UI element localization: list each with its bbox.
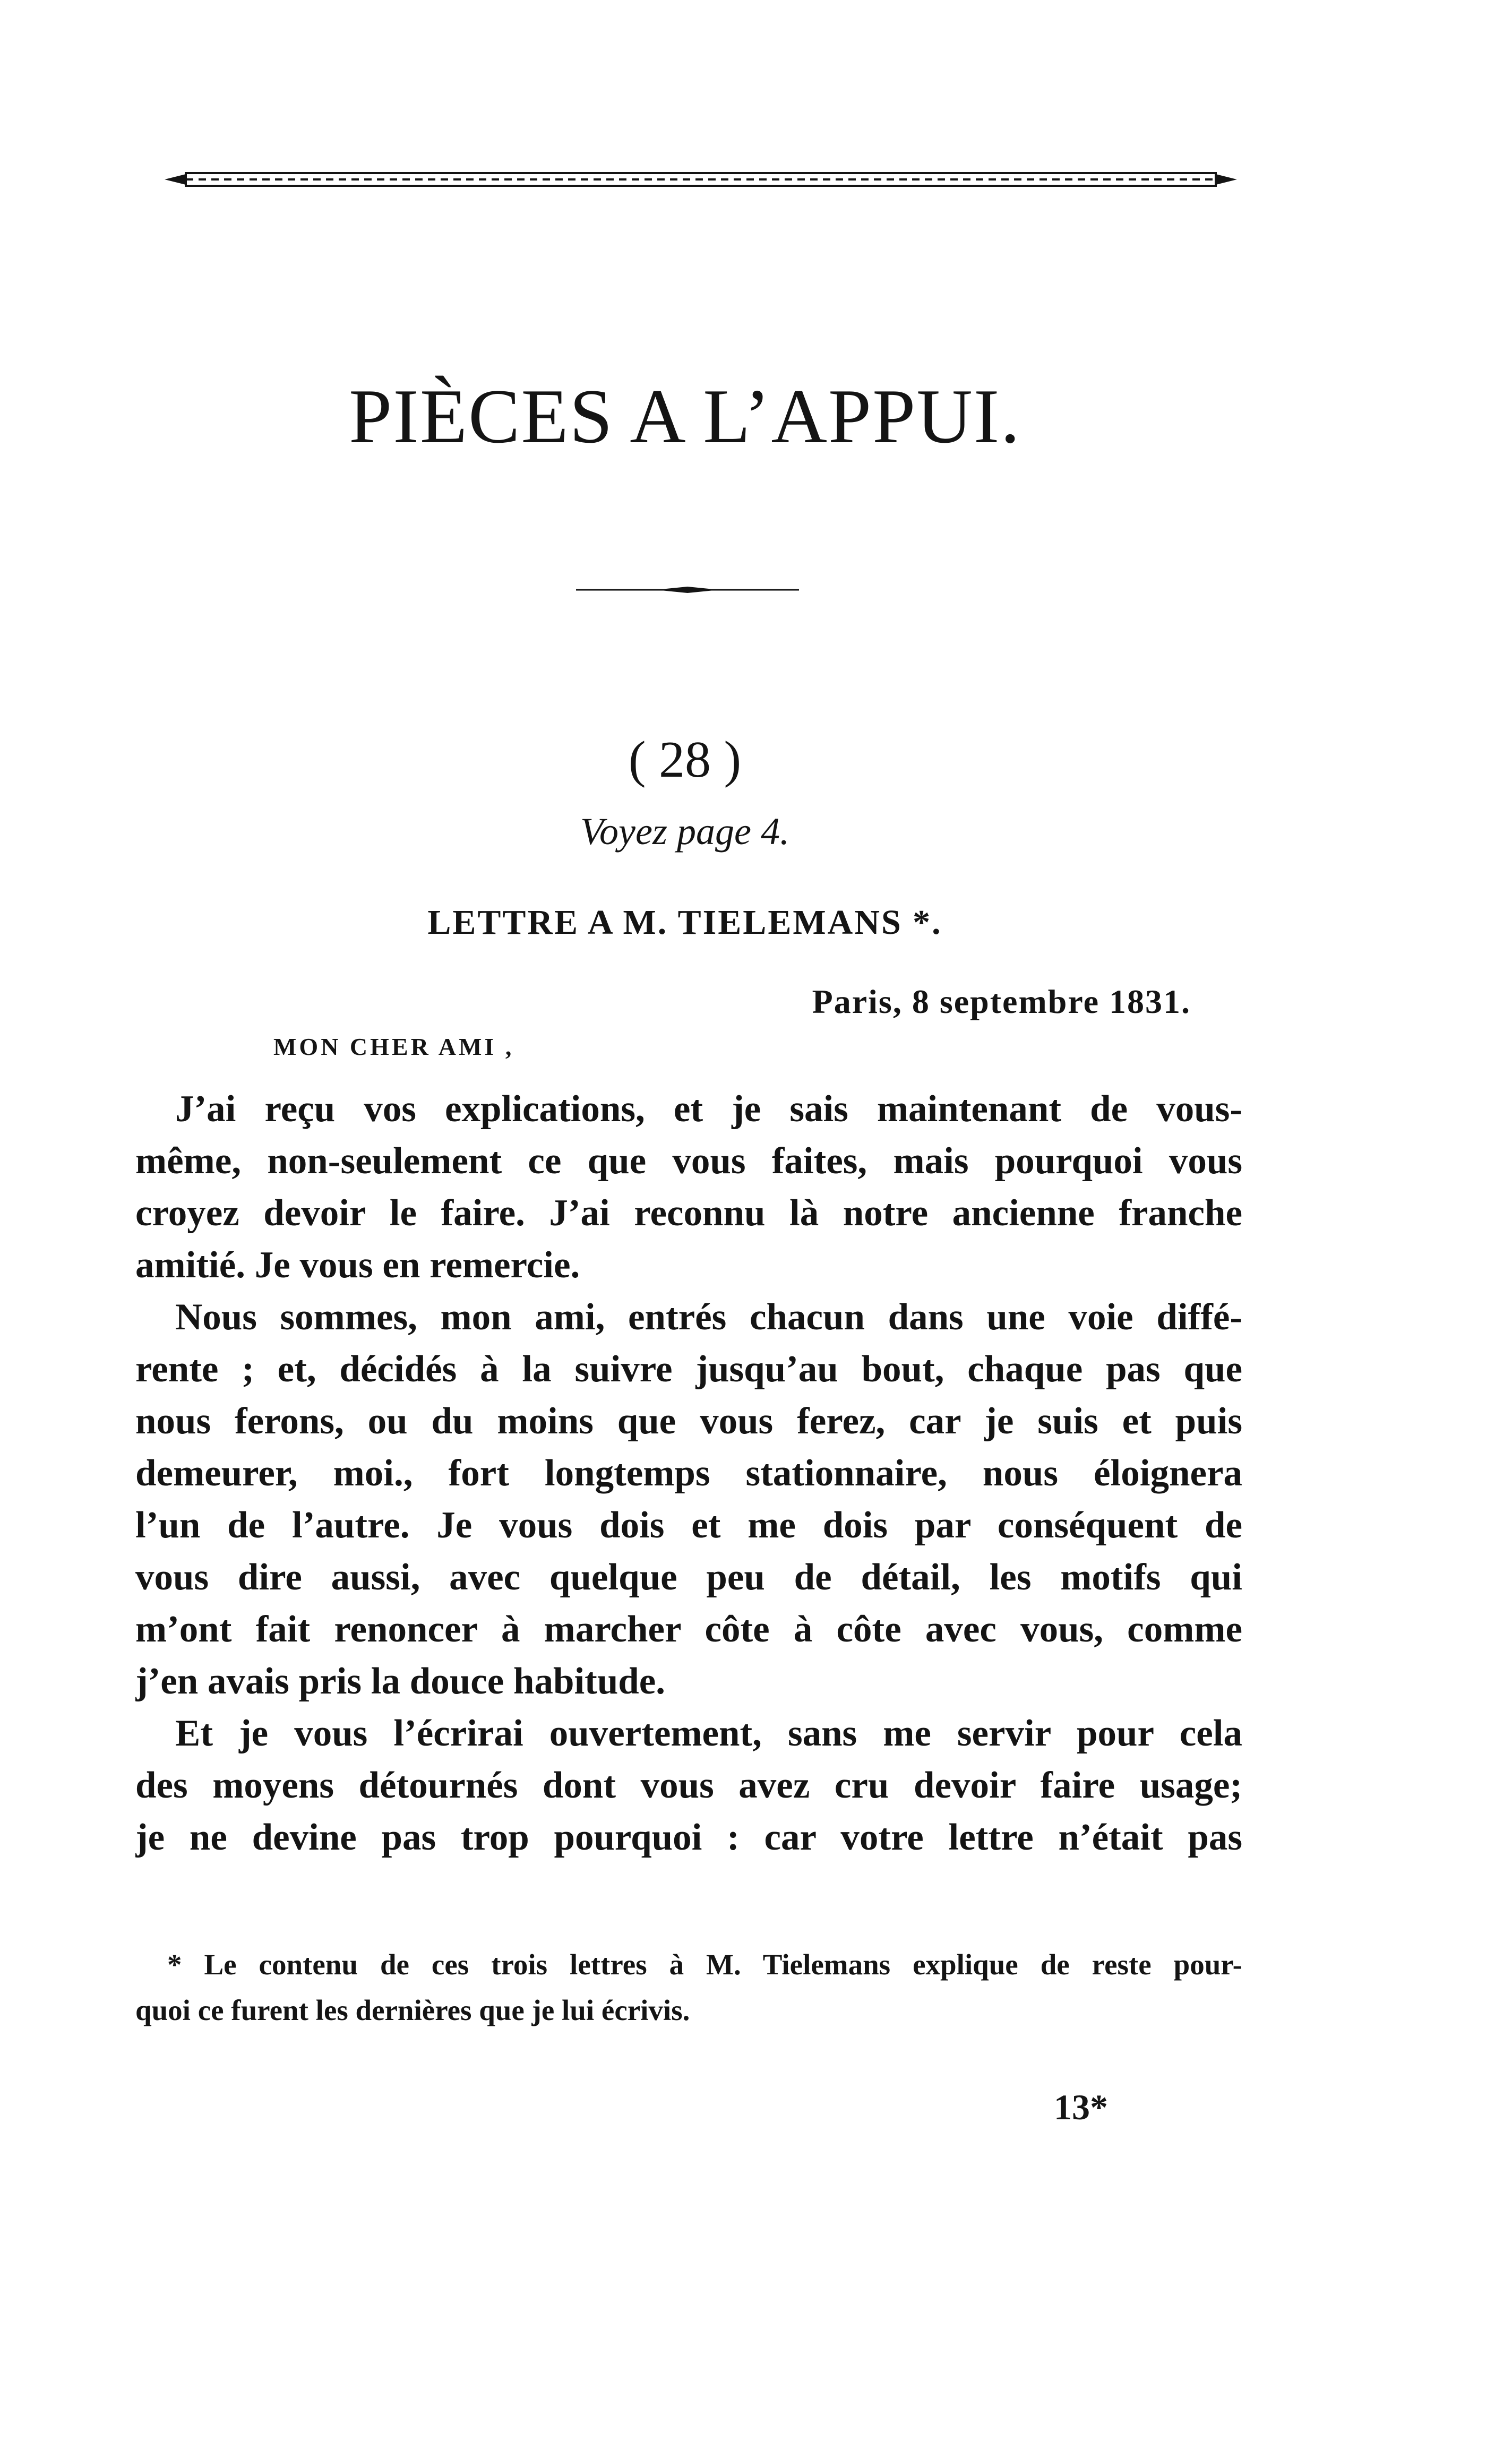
signature-mark: 13* <box>1054 2087 1108 2127</box>
body-line: je ne devine pas trop pourquoi : car votre lettre n’était pas <box>135 1817 1242 1858</box>
ornamental-header-rule <box>165 169 1237 190</box>
body-line: des moyens détournés dont vous avez cru devoir faire usage; <box>135 1765 1242 1806</box>
letter-salutation: MON CHER AMI , <box>273 1033 514 1060</box>
body-line: croyez devoir le faire. J’ai reconnu là notre ancienne franche <box>135 1192 1242 1234</box>
footnote-line: * Le contenu de ces trois lettres à M. Tielemans explique de reste pour- <box>167 1948 1242 1981</box>
body-line: demeurer, moi., fort longtemps stationnaire, nous éloignera <box>135 1452 1242 1494</box>
body-line: j’en avais pris la douce habitude. <box>135 1661 666 1702</box>
letter-heading: LETTRE A M. TIELEMANS *. <box>427 903 942 942</box>
title-separator-rule <box>576 584 799 596</box>
body-line: Nous sommes, mon ami, entrés chacun dans une voie diffé- <box>175 1296 1242 1338</box>
body-line: J’ai reçu vos explications, et je sais maintenant de vous- <box>175 1088 1242 1130</box>
letter-dateline: Paris, 8 septembre 1831. <box>812 983 1191 1020</box>
body-line: amitié. Je vous en remercie. <box>135 1244 580 1286</box>
body-line: nous ferons, ou du moins que vous ferez, car je suis et puis <box>135 1400 1242 1442</box>
page-number: ( 28 ) <box>628 731 742 788</box>
footnote <box>135 1942 1242 2033</box>
cross-reference: Voyez page 4. <box>580 810 789 853</box>
body-line: même, non-seulement ce que vous faites, mais pourquoi vous <box>135 1140 1242 1182</box>
body-line: l’un de l’autre. Je vous dois et me dois par conséquent de <box>135 1505 1242 1546</box>
body-line: rente ; et, décidés à la suivre jusqu’au bout, chaque pas que <box>135 1348 1242 1390</box>
body-line: m’ont fait renoncer à marcher côte à côte avec vous, comme <box>135 1609 1242 1650</box>
letter-body <box>135 1083 1242 1863</box>
footnote-line: quoi ce furent les dernières que je lui écrivis. <box>135 1994 690 2026</box>
body-line: Et je vous l’écrirai ouvertement, sans me servir pour cela <box>175 1713 1242 1754</box>
page-title: PIÈCES A L’APPUI. <box>349 373 1021 459</box>
body-line: vous dire aussi, avec quelque peu de détail, les motifs qui <box>135 1557 1242 1598</box>
